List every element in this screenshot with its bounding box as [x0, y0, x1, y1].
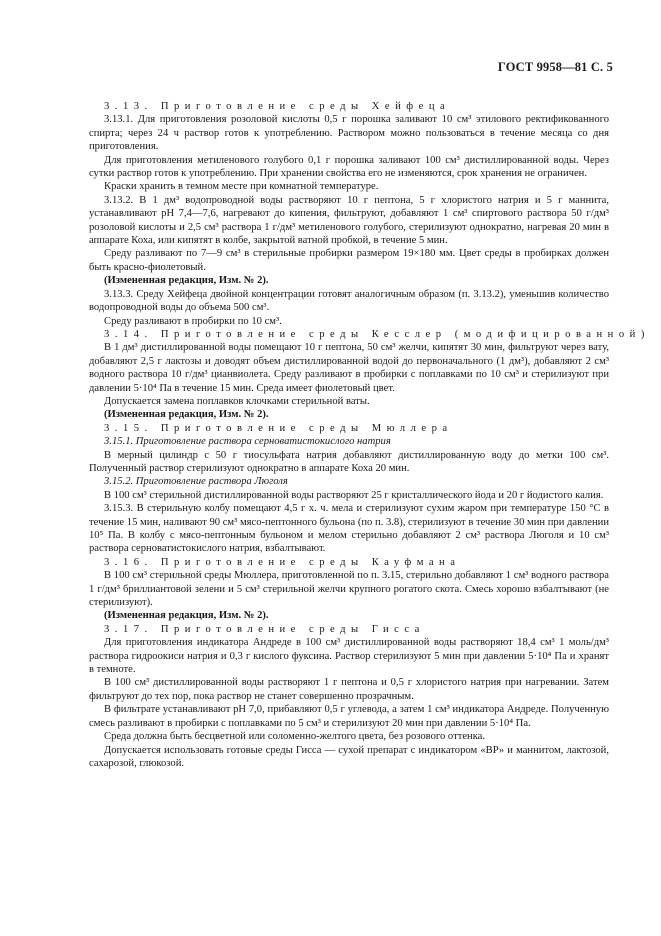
paragraph: 3.13.1. Для приготовления розоловой кислоты 0,5 г порошка заливают 10 см³ этилового ректификованного спирта; через 24 ч раствор готов к употреблению. Раствором можно пользоваться в течение месяца со дня приготовления.: [89, 114, 609, 153]
paragraph: 3.13.2. В 1 дм³ водопроводной воды растворяют 10 г пептона, 5 г хлористого натрия и 5 г маннита, устанавливают pH 7,4—7,6, нагревают до кипения, фильтруют, добавляют 1 см³ спиртового раствора 50 г/дм³ розоловой кислоты и 2,5 см³ раствора 1 г/дм³ метиленового голубого, стерилизуют однократно, нагревая 20 мин в аппарате Коха, или кипятят в колбе, закрытой ватной пробкой, в течение 5 мин.: [89, 194, 609, 247]
paragraph: Среда должна быть бесцветной или соломенно-желтого цвета, без розового оттенка.: [104, 731, 486, 743]
paragraph: В фильтрате устанавливают pH 7,0, прибавляют 0,5 г углевода, а затем 1 см³ индикатора Андреде. Полученную смесь разливают в пробирки с поплавками по 5 см³ и стерилизуют 20 мин при давлении 5·10⁴ Па.: [89, 704, 609, 729]
subsection-heading-3-15-2: 3.15.2. Приготовление раствора Люголя: [104, 476, 288, 488]
paragraph: В 100 см³ стерильной среды Мюллера, приготовленной по п. 3.15, стерильно добавляют 1 см³ водного раствора 1 г/дм³ бриллиантовой зелени и 5 см³ стерильной желчи крупного рогатого скота. Смесь хорошо взбалтывают (не стерилизуют).: [89, 570, 609, 609]
subsection-heading-3-15-1: 3.15.1. Приготовление раствора серноватистокислого натрия: [104, 436, 391, 448]
paragraph: 3.13.3. Среду Хейфеца двойной концентрации готовят аналогичным образом (п. 3.13.2), уменьшив количество водопроводной воды до объема 500 см³.: [89, 288, 609, 314]
section-heading-3-13: 3.13. Приготовление среды Хейфеца: [104, 101, 451, 112]
paragraph: В 100 см³ дистиллированной воды растворяют 1 г пептона и 0,5 г хлористого натрия при нагревании. Затем фильтруют до тех пор, пока раствор не станет совершенно прозрачным.: [89, 677, 609, 702]
paragraph: 3.15.3. В стерильную колбу помещают 4,5 г х. ч. мела и стерилизуют сухим жаром при температуре 150 °С в течение 15 мин, наливают 90 см³ мясо-пептонного бульона (по п. 3.8), стерилизуют в течение 30 мин при давлении 10⁵ Па. В колбу с мясо-пептонным бульоном и мелом стерильно добавляют 2 см³ раствора Люголя и 10 см³ раствора серноватистокислого натрия, взбалтывают.: [89, 503, 609, 555]
amendment-note: (Измененная редакция, Изм. № 2).: [104, 409, 269, 421]
section-heading-3-15: 3.15. Приготовление среды Мюллера: [104, 422, 453, 434]
amendment-note: (Измененная редакция, Изм. № 2).: [104, 610, 269, 622]
paragraph: В 100 см³ стерильной дистиллированной воды растворяют 25 г кристаллического йода и 20 г йодистого калия.: [104, 489, 604, 501]
document-body: [89, 100, 650, 770]
section-heading-3-14: 3.14. Приготовление среды Кесслер (модифицированной): [104, 328, 650, 340]
page-header: ГОСТ 9958—81 С. 5: [497, 60, 613, 74]
paragraph: Краски хранить в темном месте при комнатной температуре.: [104, 181, 379, 193]
paragraph: Для приготовления метиленового голубого 0,1 г порошка заливают 100 см³ дистиллированной воды. Через сутки раствор готов к употреблению. При хранении свойства его не изменяются, срок хранения не ограничен.: [89, 154, 609, 180]
amendment-note: (Измененная редакция, Изм. № 2).: [104, 275, 269, 287]
paragraph: Допускается использовать готовые среды Гисса — сухой препарат с индикатором «ВР» и маннитом, лактозой, сахарозой, глюкозой.: [89, 744, 609, 769]
paragraph: Среду разливают в пробирки по 10 см³.: [104, 315, 282, 327]
paragraph: Для приготовления индикатора Андреде в 100 см³ дистиллированной воды растворяют 18,4 см³ 1 моль/дм³ раствора гидроокиси натрия и 0,3 г кислого фуксина. Раствор стерилизуют 5 мин при давлении 5·10⁴ Па и хранят в темноте.: [89, 637, 609, 676]
paragraph: В мерный цилиндр с 50 г тиосульфата натрия добавляют дистиллированную воду до метки 100 см³. Полученный раствор стерилизуют однократно в аппарате Коха 20 мин.: [89, 449, 609, 474]
paragraph: Среду разливают по 7—9 см³ в стерильные пробирки размером 19×180 мм. Цвет среды в пробирках должен быть красно-фиолетовый.: [89, 248, 609, 273]
paragraph: Допускается замена поплавков клочками стерильной ваты.: [104, 395, 370, 407]
paragraph: В 1 дм³ дистиллированной воды помещают 10 г пептона, 50 см³ желчи, кипятят 30 мин, фильтруют через вату, добавляют 2,5 г лактозы и доводят объем дистиллированной водой до первоначального (1 дм³), добавляют 2 см³ водного раствора 10 г/дм³ цианвиолета. Среду разливают в пробирки с поплавками по 10 см³ и стерилизуют при давлении 5·10⁴ Па в течение 15 мин. Среда имеет фиолетовый цвет.: [89, 342, 609, 394]
section-heading-3-16: 3.16. Приготовление среды Кауфмана: [104, 556, 461, 568]
section-heading-3-17: 3.17. Приготовление среды Гисса: [104, 623, 425, 635]
